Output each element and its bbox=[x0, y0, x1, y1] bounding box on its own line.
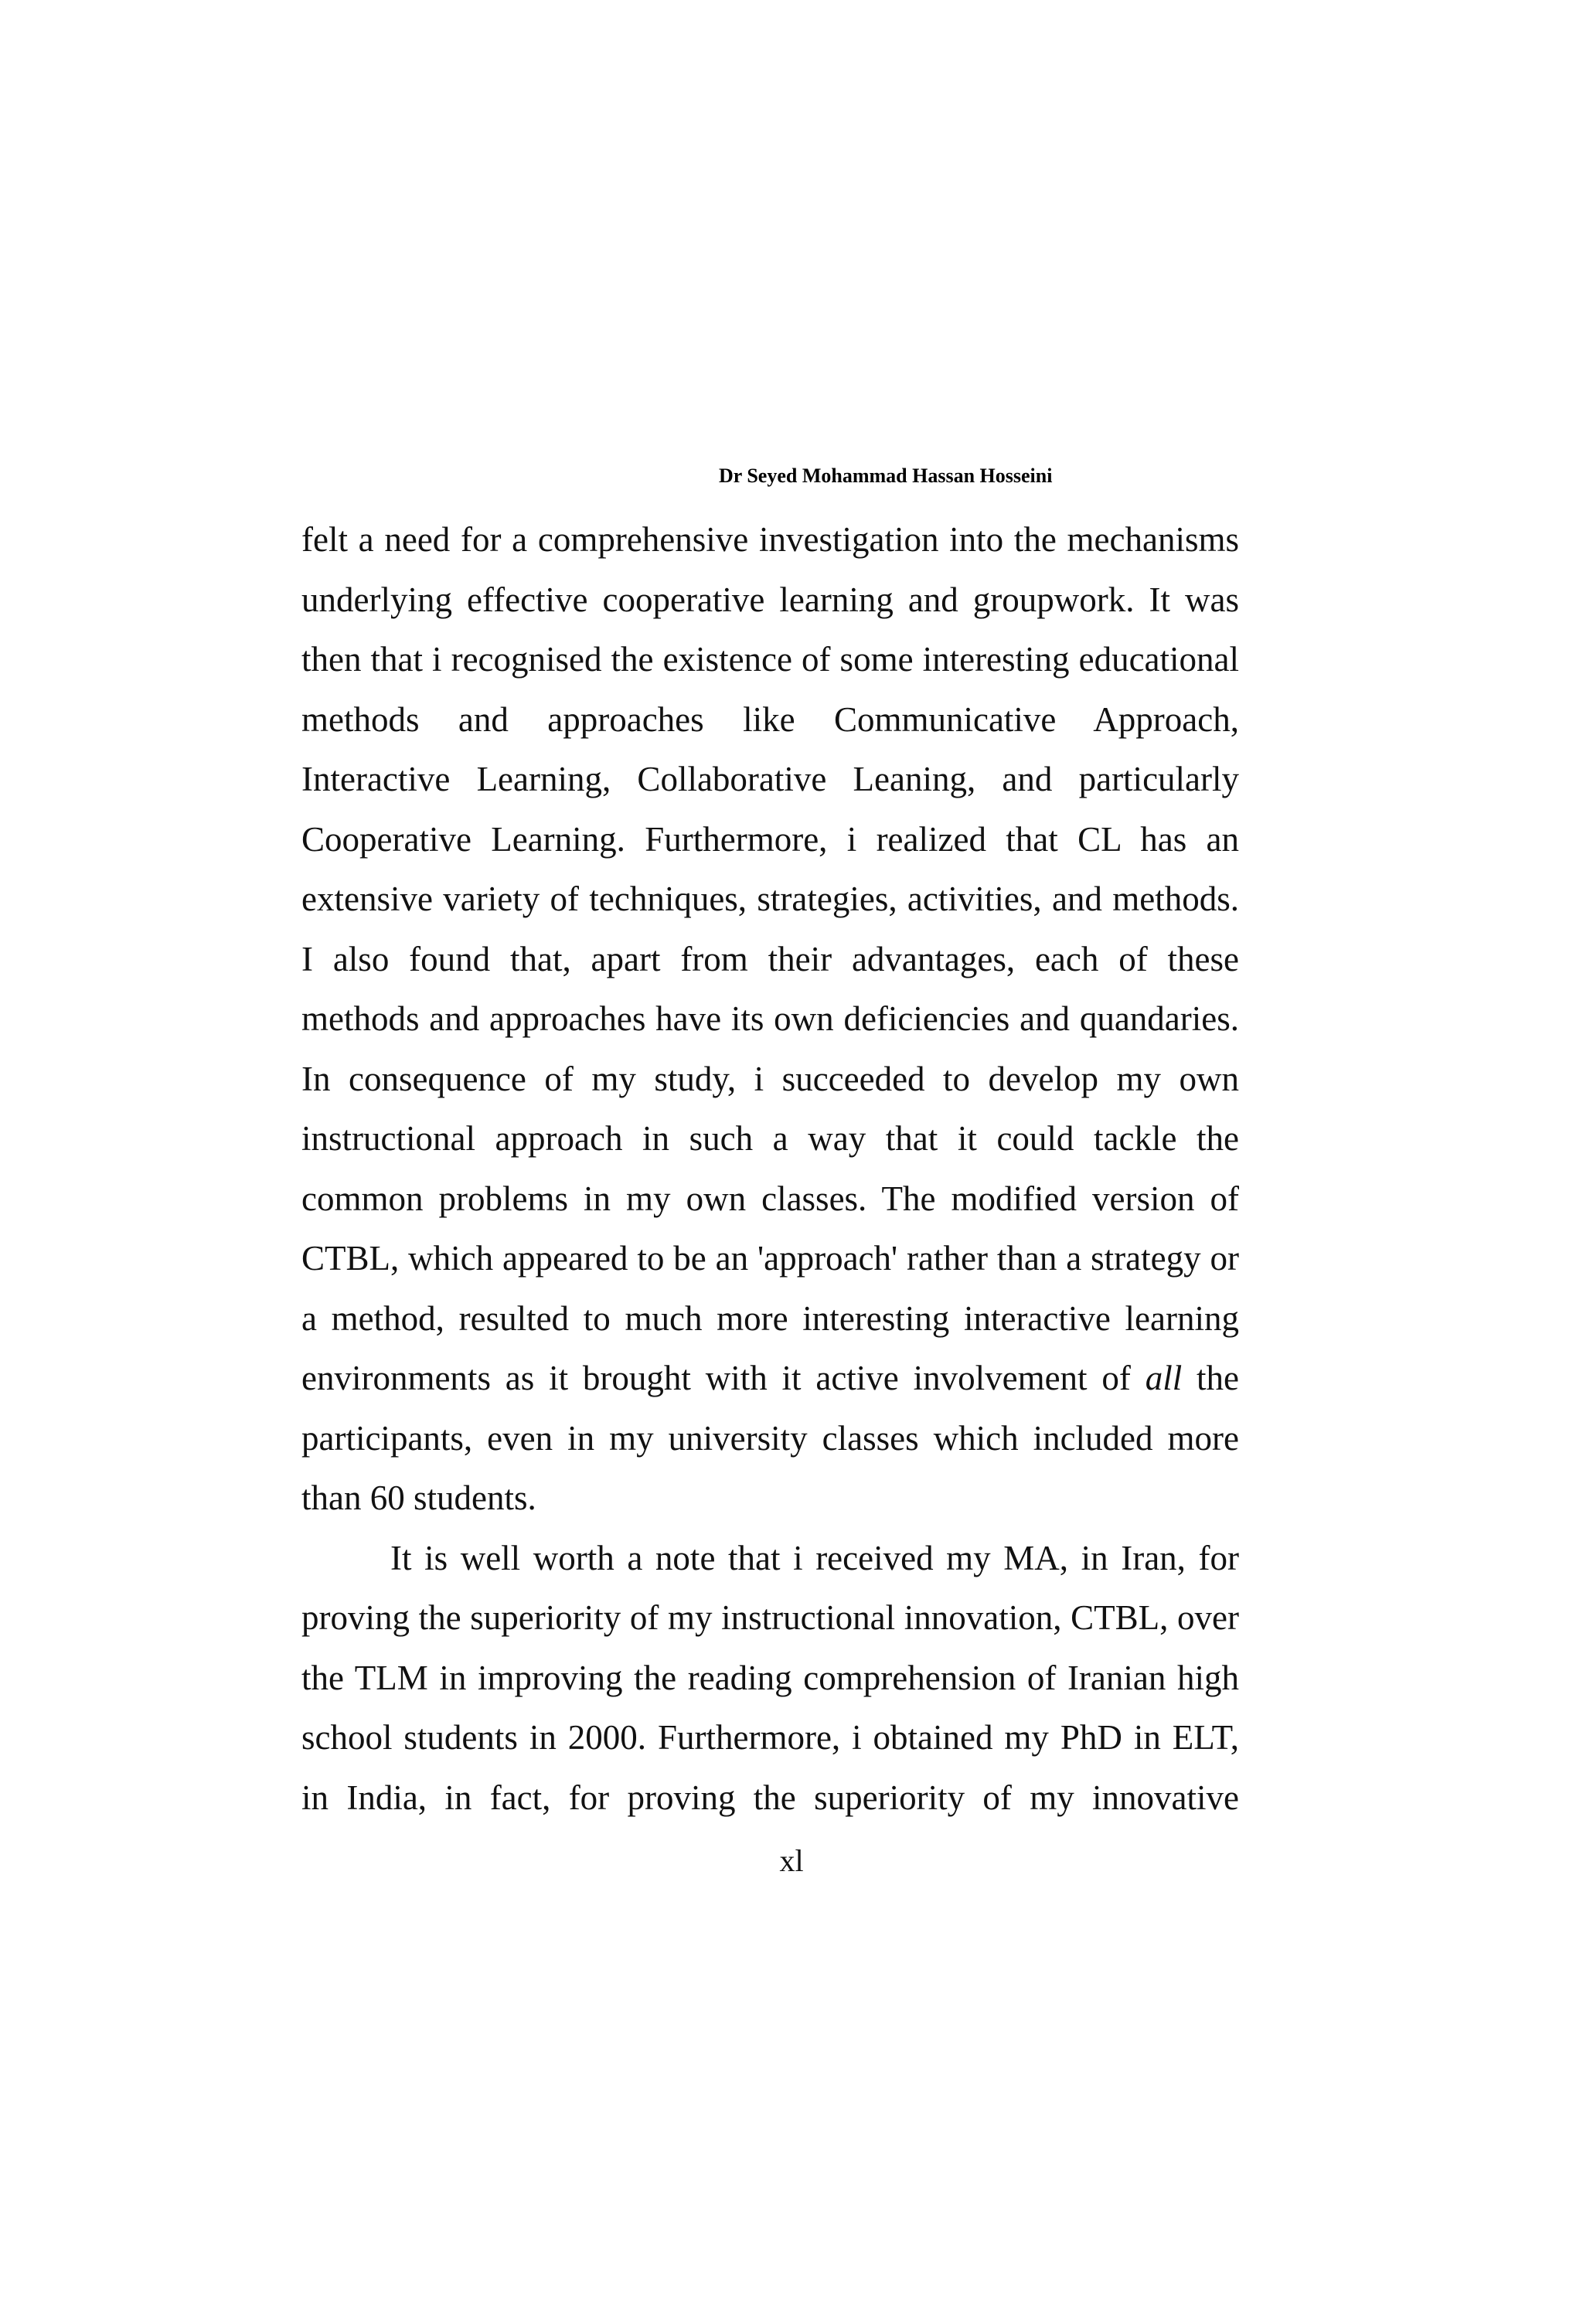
text-line: school students in 2000. Furthermore, i obtained my PhD in ELT, bbox=[301, 1718, 1239, 1757]
text-line: participants, even in my university classes which included more bbox=[301, 1418, 1239, 1458]
body-text bbox=[301, 510, 1239, 1828]
text-line: the TLM in improving the reading comprehension of Iranian high bbox=[301, 1658, 1239, 1697]
emphasized-word: all bbox=[1145, 1359, 1183, 1397]
text-line: felt a need for a comprehensive investigation into the mechanisms bbox=[301, 520, 1239, 559]
text-segment: environments as it brought with it active involvement of bbox=[301, 1359, 1131, 1397]
text-segment: the bbox=[1197, 1359, 1240, 1397]
text-line: then that i recognised the existence of some interesting educational bbox=[301, 640, 1239, 679]
text-line: underlying effective cooperative learning and groupwork. It was bbox=[301, 580, 1239, 619]
text-line: instructional approach in such a way that it could tackle the bbox=[301, 1119, 1239, 1158]
text-line: Interactive Learning, Collaborative Leaning, and particularly bbox=[301, 760, 1239, 798]
text-line: a method, resulted to much more interesting interactive learning bbox=[301, 1298, 1239, 1338]
text-line: Cooperative Learning. Furthermore, i realized that CL has an bbox=[301, 819, 1239, 859]
page-number: xl bbox=[779, 1843, 804, 1878]
running-head: Dr Seyed Mohammad Hassan Hosseini bbox=[719, 464, 1053, 487]
text-line: methods and approaches have its own deficiencies and quandaries. bbox=[301, 999, 1239, 1038]
text-line: in India, in fact, for proving the superiority of my innovative bbox=[301, 1778, 1239, 1817]
text-line: than 60 students. bbox=[301, 1478, 536, 1517]
text-line: I also found that, apart from their advantages, each of these bbox=[301, 939, 1239, 978]
text-line: common problems in my own classes. The modified version of bbox=[301, 1179, 1239, 1218]
text-line: methods and approaches like Communicative Approach, bbox=[301, 699, 1239, 739]
text-line: proving the superiority of my instructional innovation, CTBL, over bbox=[301, 1598, 1239, 1637]
text-line: CTBL, which appeared to be an 'approach' rather than a strategy or bbox=[301, 1239, 1239, 1278]
text-line: In consequence of my study, i succeeded to develop my own bbox=[301, 1059, 1239, 1098]
paragraph-first-line: It is well worth a note that i received my MA, in Iran, for bbox=[390, 1538, 1239, 1577]
text-line-with-emphasis bbox=[301, 1349, 1239, 1409]
text-line: extensive variety of techniques, strategies, activities, and methods. bbox=[301, 880, 1239, 918]
